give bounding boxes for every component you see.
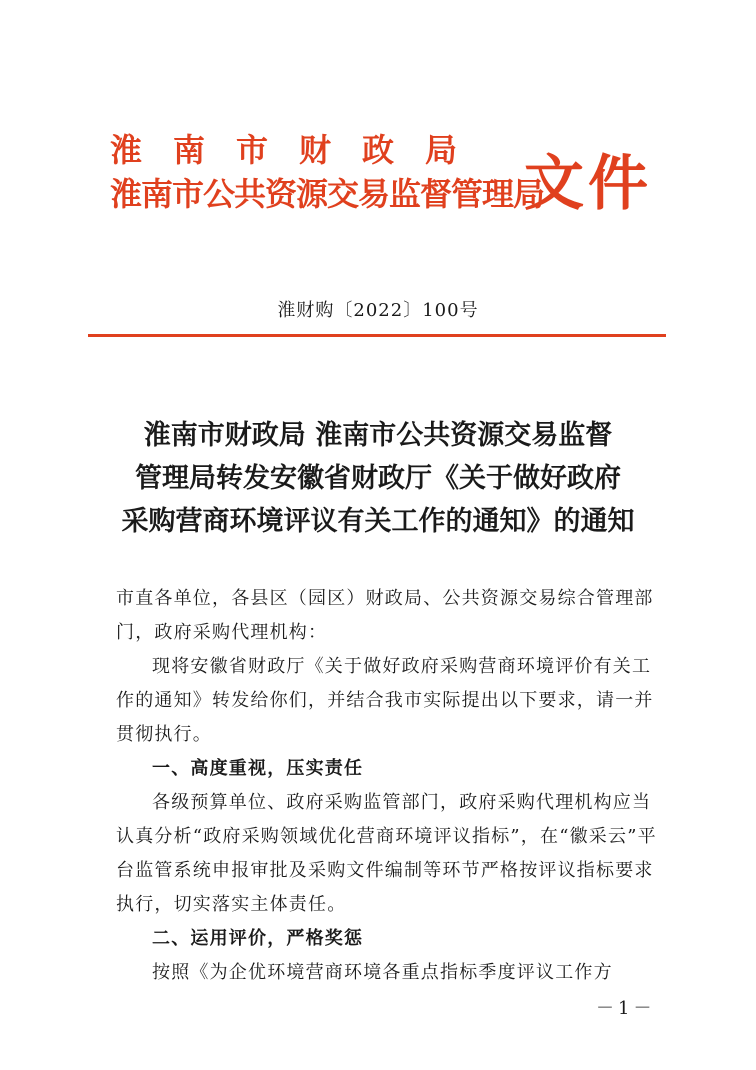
section-paragraph-2: 按照《为企优环境营商环境各重点指标季度评议工作方 xyxy=(152,962,613,983)
addressee: 市直各单位，各县区（园区）财政局、公共资源交易综合管理部门，政府采购代理机构： xyxy=(116,588,654,643)
issuer-finance-bureau: 淮南市财政局 xyxy=(110,131,489,169)
title-line: 管理局转发安徽省财政厅《关于做好政府 xyxy=(135,463,621,494)
document-body xyxy=(116,582,664,990)
section-heading-1: 一、高度重视，压实责任 xyxy=(152,758,364,779)
document-title xyxy=(60,414,696,543)
intro-paragraph: 现将安徽省财政厅《关于做好政府采购营商环境评价有关工作的通知》转发给你们，并结合我市实际提出以下要求，请一并贯彻执行。 xyxy=(116,656,654,745)
title-line: 采购营商环境评议有关工作的通知》的通知 xyxy=(121,506,635,537)
title-line: 淮南市财政局 淮南市公共资源交易监督 xyxy=(143,420,613,451)
section-heading-2: 二、运用评价，严格奖惩 xyxy=(152,928,364,949)
issuer-block xyxy=(110,128,544,216)
document-number: 淮财购〔2022〕100号 xyxy=(277,300,479,321)
red-divider xyxy=(88,334,666,337)
page-number: －1－ xyxy=(596,998,656,1019)
document-label: 文件 xyxy=(524,149,652,219)
issuer-resource-bureau: 淮南市公共资源交易监督管理局 xyxy=(110,175,545,213)
section-paragraph-1: 各级预算单位、政府采购监管部门，政府采购代理机构应当认真分析“政府采购领域优化营商环境评议指标”，在“徽采云”平台监管系统申报审批及采购文件编制等环节严格按评议指标要求执行，切实落实主体责任。 xyxy=(116,792,657,915)
